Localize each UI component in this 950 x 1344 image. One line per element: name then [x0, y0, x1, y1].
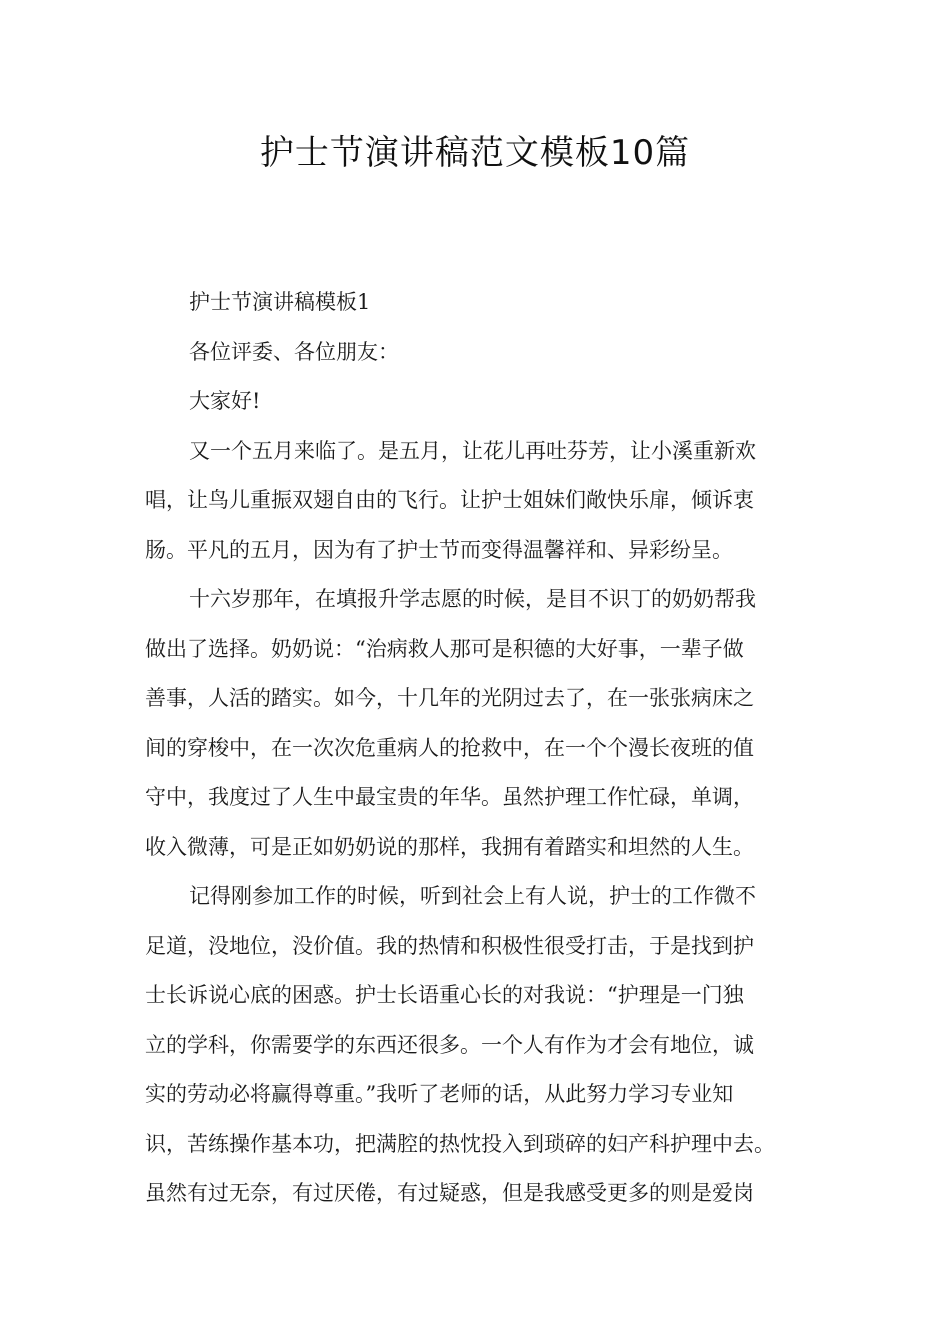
paragraph-greeting: [145, 377, 825, 427]
text-line: 收入微薄，可是正如奶奶说的那样，我拥有着踏实和坦然的人生。: [145, 834, 754, 859]
text-line: 识，苦练操作基本功，把满腔的热忱投入到琐碎的妇产科护理中去。: [145, 1131, 775, 1156]
text-line: 各位评委、各位朋友：: [189, 339, 399, 364]
paragraph-salutation: [145, 328, 825, 378]
text-line: 间的穿梭中，在一次次危重病人的抢救中，在一个个漫长夜班的值: [145, 735, 754, 760]
text-line: 守中，我度过了人生中最宝贵的年华。虽然护理工作忙碌，单调，: [145, 785, 754, 809]
text-line: 护士节演讲稿模板1: [189, 290, 371, 314]
text-line: 虽然有过无奈，有过厌倦，有过疑惑，但是我感受更多的则是爱岗: [145, 1181, 754, 1205]
text-line: 实的劳动必将赢得尊重。”我听了老师的话，从此努力学习专业知: [145, 1082, 734, 1106]
paragraph-heading-template-1: [145, 278, 825, 328]
paragraph-sixteen: [145, 575, 825, 872]
text-line: 又一个五月来临了。是五月，让花儿再吐芬芳，让小溪重新欢: [189, 438, 756, 463]
text-line: 大家好!: [189, 389, 261, 413]
text-line: 善事，人活的踏实。如今，十几年的光阴过去了，在一张张病床之: [145, 686, 754, 710]
paragraph-first-job: [145, 872, 825, 1219]
document-title: 护士节演讲稿范文模板10篇: [259, 133, 691, 173]
text-line: 十六岁那年，在填报升学志愿的时候，是目不识丁的奶奶帮我: [189, 587, 756, 611]
paragraph-may: [145, 427, 825, 576]
text-line: 足道，没地位，没价值。我的热情和积极性很受打击，于是找到护: [145, 933, 754, 958]
text-line: 记得刚参加工作的时候，听到社会上有人说，护士的工作微不: [189, 884, 756, 908]
text-line: 士长诉说心底的困惑。护士长语重心长的对我说：“护理是一门独: [145, 983, 744, 1007]
document-body: [145, 278, 825, 1219]
text-line: 唱，让鸟儿重振双翅自由的飞行。让护士姐妹们敞快乐扉，倾诉衷: [145, 488, 754, 512]
text-line: 做出了选择。奶奶说：“治病救人那可是积德的大好事，一辈子做: [145, 636, 744, 661]
text-line: 肠。平凡的五月，因为有了护士节而变得温馨祥和、异彩纷呈。: [145, 537, 733, 562]
text-line: 立的学科，你需要学的东西还很多。一个人有作为才会有地位，诚: [145, 1032, 754, 1057]
